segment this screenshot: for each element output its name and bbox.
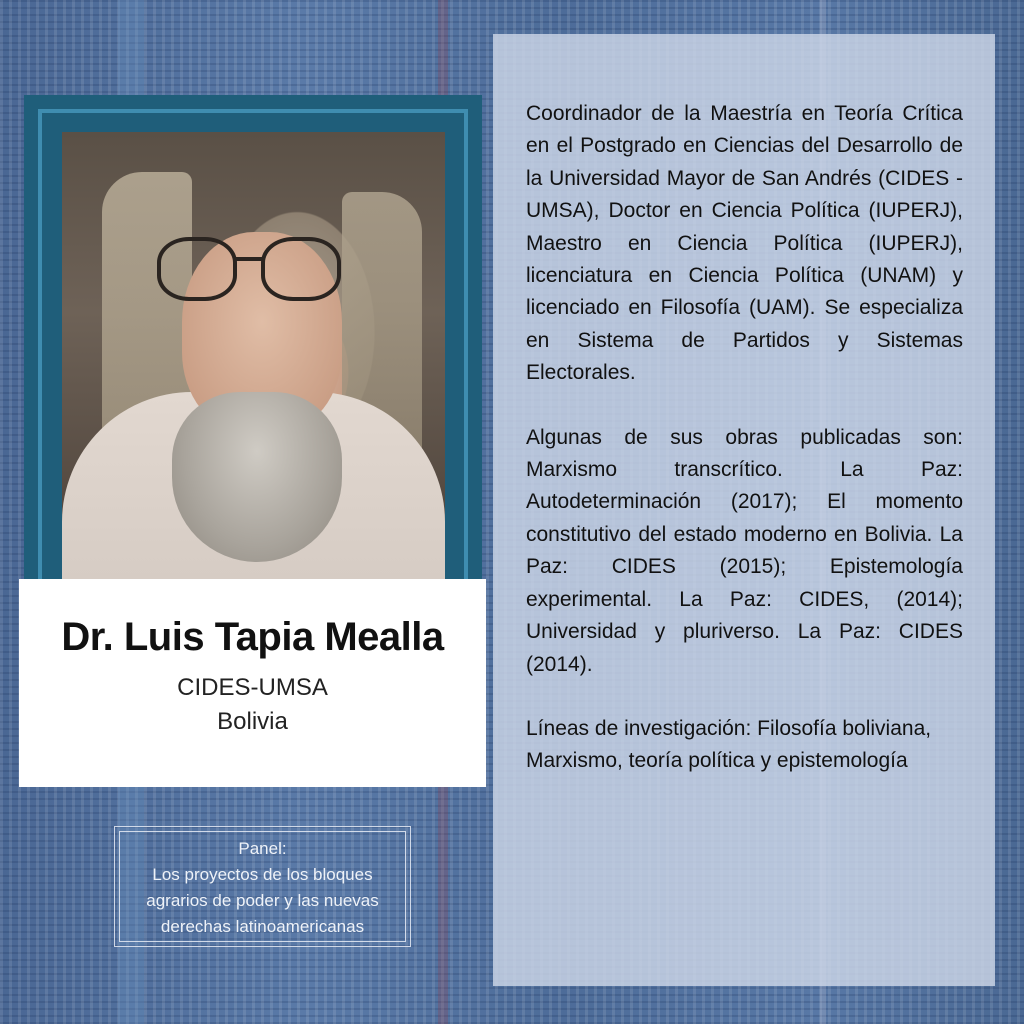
panel-title-line: derechas latinoamericanas bbox=[160, 917, 365, 936]
speaker-country: Bolivia bbox=[217, 708, 288, 735]
bio-paragraph-research-lines: Líneas de investigación: Filosofía boliviana, Marxismo, teoría política y epistemología bbox=[526, 716, 932, 773]
panel-box-inner bbox=[119, 831, 406, 942]
portrait-photo bbox=[62, 132, 445, 582]
panel-box bbox=[114, 826, 411, 947]
panel-title-line: Los proyectos de los bloques bbox=[152, 865, 373, 884]
speaker-institution: CIDES-UMSA bbox=[177, 674, 328, 701]
bio-paragraph-publications: Algunas de sus obras publicadas son: Marxismo transcrítico. La Paz: Autodeterminación (2017); El momento constitutivo del estado moderno en Bolivia. La Paz: CIDES (2015); Epistemología experimental. La Paz: CIDES, (2014); Universidad y pluriverso. La Paz: CIDES (2014). bbox=[526, 425, 963, 676]
bio-paragraph-career: Coordinador de la Maestría en Teoría Crítica en el Postgrado en Ciencias del Desarrollo de la Universidad Mayor de San Andrés (CIDES - UMSA), Doctor en Ciencia Política (IUPERJ), Maestro en Ciencia Política (IUPERJ), licenciatura en Ciencia Política (UNAM) y licenciado en Filosofía (UAM). Se especializa en Sistema de Partidos y Sistemas Electorales. bbox=[526, 102, 963, 385]
speaker-name: Dr. Luis Tapia Mealla bbox=[61, 615, 444, 659]
name-card bbox=[19, 579, 486, 787]
glasses bbox=[157, 237, 347, 297]
panel-heading: Panel: bbox=[238, 839, 287, 858]
panel-title-line: agrarios de poder y las nuevas bbox=[146, 891, 379, 910]
bio-card bbox=[493, 34, 995, 986]
